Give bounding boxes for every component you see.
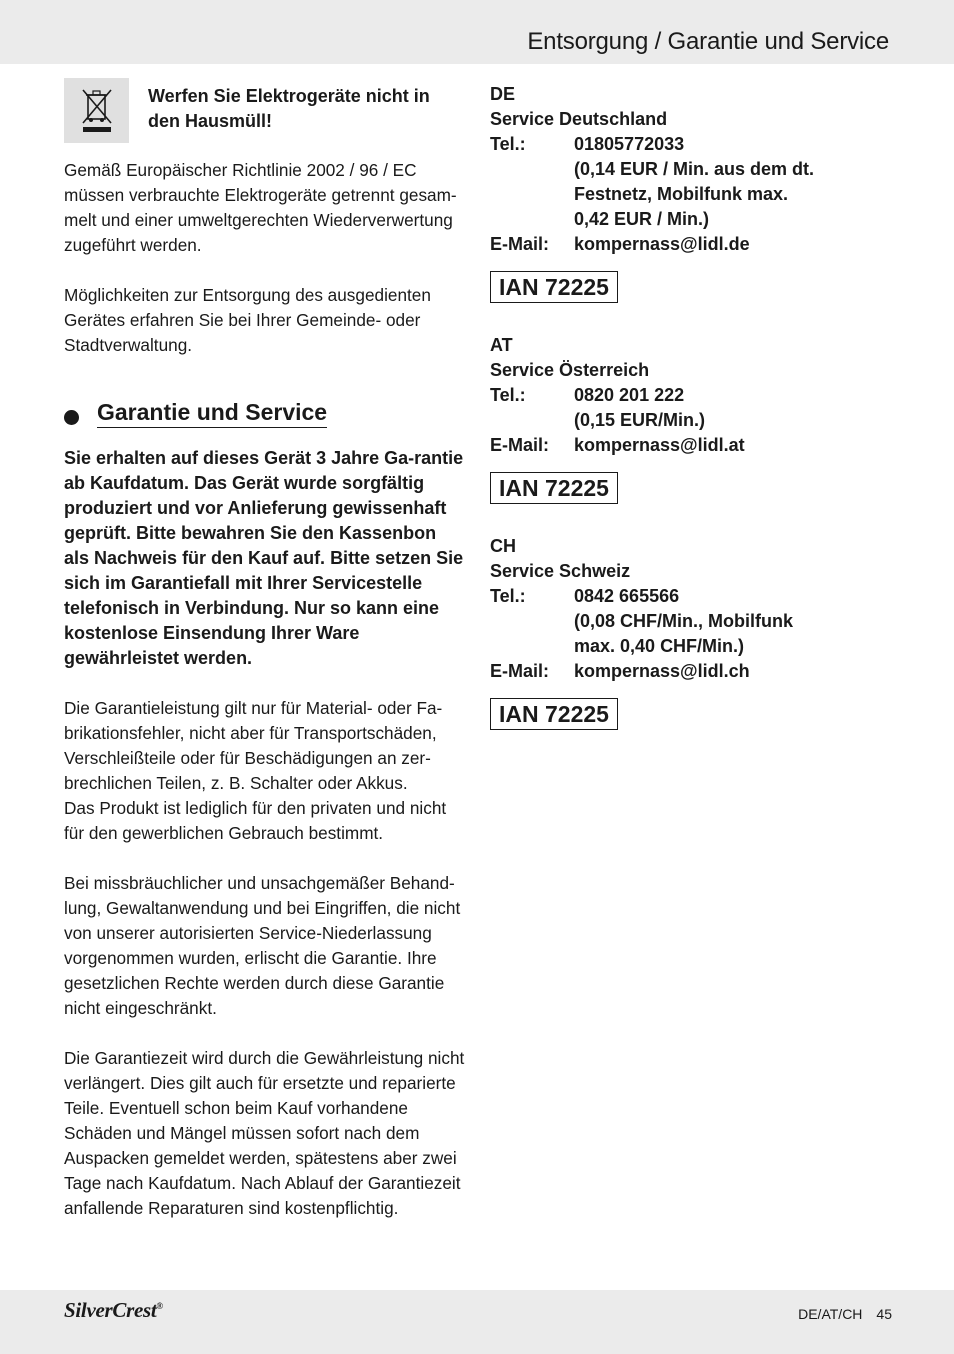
brand-logo: [64, 1298, 163, 1323]
service-block-de: [490, 82, 890, 303]
page-title: Entsorgung / Garantie und Service: [527, 28, 889, 55]
service-name: Service Schweiz: [490, 561, 631, 581]
email-label: E-Mail:: [490, 435, 550, 455]
email-label: E-Mail:: [490, 661, 550, 681]
disposal-paragraph-1: Gemäß Europäischer Richtlinie 2002 / 96 / EC müssen verbrauchte Elektrogeräte getrennt gesam-melt und einer umweltgerechten Wiederverwertung zugeführt werden.: [64, 160, 457, 255]
tel-note: (0,08 CHF/Min., Mobilfunk: [574, 611, 793, 631]
footer-locale: DE/AT/CH: [798, 1306, 863, 1322]
tel-note: max. 0,40 CHF/Min.): [574, 636, 745, 656]
warranty-paragraph-1: Die Garantieleistung gilt nur für Material- oder Fa-brikationsfehler, nicht aber für Transportschäden, Verschleißteile oder für Beschädigungen an zer-brechlichen Teilen, z. B. Schalter oder Akkus.: [64, 698, 443, 793]
warranty-heading: [64, 398, 466, 436]
tel-label: Tel.:: [490, 134, 526, 154]
tel-number: 01805772033: [574, 134, 685, 154]
ian-box: IAN 72225: [490, 472, 618, 504]
email-link[interactable]: kompernass@lidl.de: [574, 234, 750, 254]
ian-box: IAN 72225: [490, 698, 618, 730]
bullet-icon: [64, 410, 79, 425]
tel-label: Tel.:: [490, 586, 526, 606]
brand-name: SilverCrest: [64, 1298, 157, 1322]
disposal-warning-text: Werfen Sie Elektrogeräte nicht in den Hausmüll!: [148, 86, 430, 131]
disposal-warning: [64, 78, 466, 150]
warranty-paragraph-4: Die Garantiezeit wird durch die Gewährleistung nicht verlängert. Dies gilt auch für ersetzte und reparierte Teile. Eventuell schon beim Kauf vorhandene Schäden und Mängel müssen sofort nach dem Auspacken gemeldet werden, spätestens aber zwei Tage nach Kaufdatum. Nach Ablauf der Garantiezeit anfallende Reparaturen sind kostenpflichtig.: [64, 1048, 465, 1218]
service-name: Service Deutschland: [490, 109, 668, 129]
left-column: [64, 78, 466, 1221]
crossed-out-wheelie-bin-icon: [64, 78, 129, 143]
service-country: CH: [490, 536, 516, 556]
disposal-paragraph-2: Möglichkeiten zur Entsorgung des ausgedienten Gerätes erfahren Sie bei Ihrer Gemeinde- oder Stadtverwaltung.: [64, 285, 431, 355]
warranty-paragraph-3: Bei missbräuchlicher und unsachgemäßer Behand-lung, Gewaltanwendung und bei Eingriffen, die nicht von unserer autorisierten Service-Niederlassung vorgenommen wurden, erlischt die Garantie. Ihre gesetzlichen Rechte werden durch diese Garantie nicht eingeschränkt.: [64, 873, 461, 1018]
tel-note: Festnetz, Mobilfunk max.: [574, 184, 789, 204]
service-country: AT: [490, 335, 513, 355]
service-country: DE: [490, 84, 516, 104]
tel-note: (0,14 EUR / Min. aus dem dt.: [574, 159, 815, 179]
email-link[interactable]: kompernass@lidl.at: [574, 435, 745, 455]
tel-number: 0842 665566: [574, 586, 680, 606]
brand-trademark: ®: [156, 1301, 163, 1311]
tel-number: 0820 201 222: [574, 385, 685, 405]
ian-box: IAN 72225: [490, 271, 618, 303]
email-link[interactable]: kompernass@lidl.ch: [574, 661, 750, 681]
tel-note: (0,15 EUR/Min.): [574, 410, 706, 430]
warranty-bold-paragraph: Sie erhalten auf dieses Gerät 3 Jahre Ga-rantie ab Kaufdatum. Das Gerät wurde sorgfältig produziert und vor Anlieferung gewissenhaft geprüft. Bitte bewahren Sie den Kassenbon als Nachweis für den Kauf auf. Bitte setzen Sie sich im Garantiefall mit Ihrer Servicestelle telefonisch in Verbindung. Nur so kann eine kostenlose Einsendung Ihrer Ware gewährleistet werden.: [64, 448, 464, 668]
service-block-ch: [490, 534, 890, 730]
warranty-paragraph-2: Das Produkt ist lediglich für den privaten und nicht für den gewerblichen Gebrauch bestimmt.: [64, 798, 447, 843]
right-column: [490, 82, 890, 730]
warranty-title: Garantie und Service: [97, 398, 327, 428]
service-name: Service Österreich: [490, 360, 650, 380]
service-block-at: [490, 333, 890, 504]
footer-info: [798, 1306, 892, 1322]
email-label: E-Mail:: [490, 234, 550, 254]
page-number: 45: [876, 1306, 892, 1322]
tel-label: Tel.:: [490, 385, 526, 405]
tel-note: 0,42 EUR / Min.): [574, 209, 710, 229]
